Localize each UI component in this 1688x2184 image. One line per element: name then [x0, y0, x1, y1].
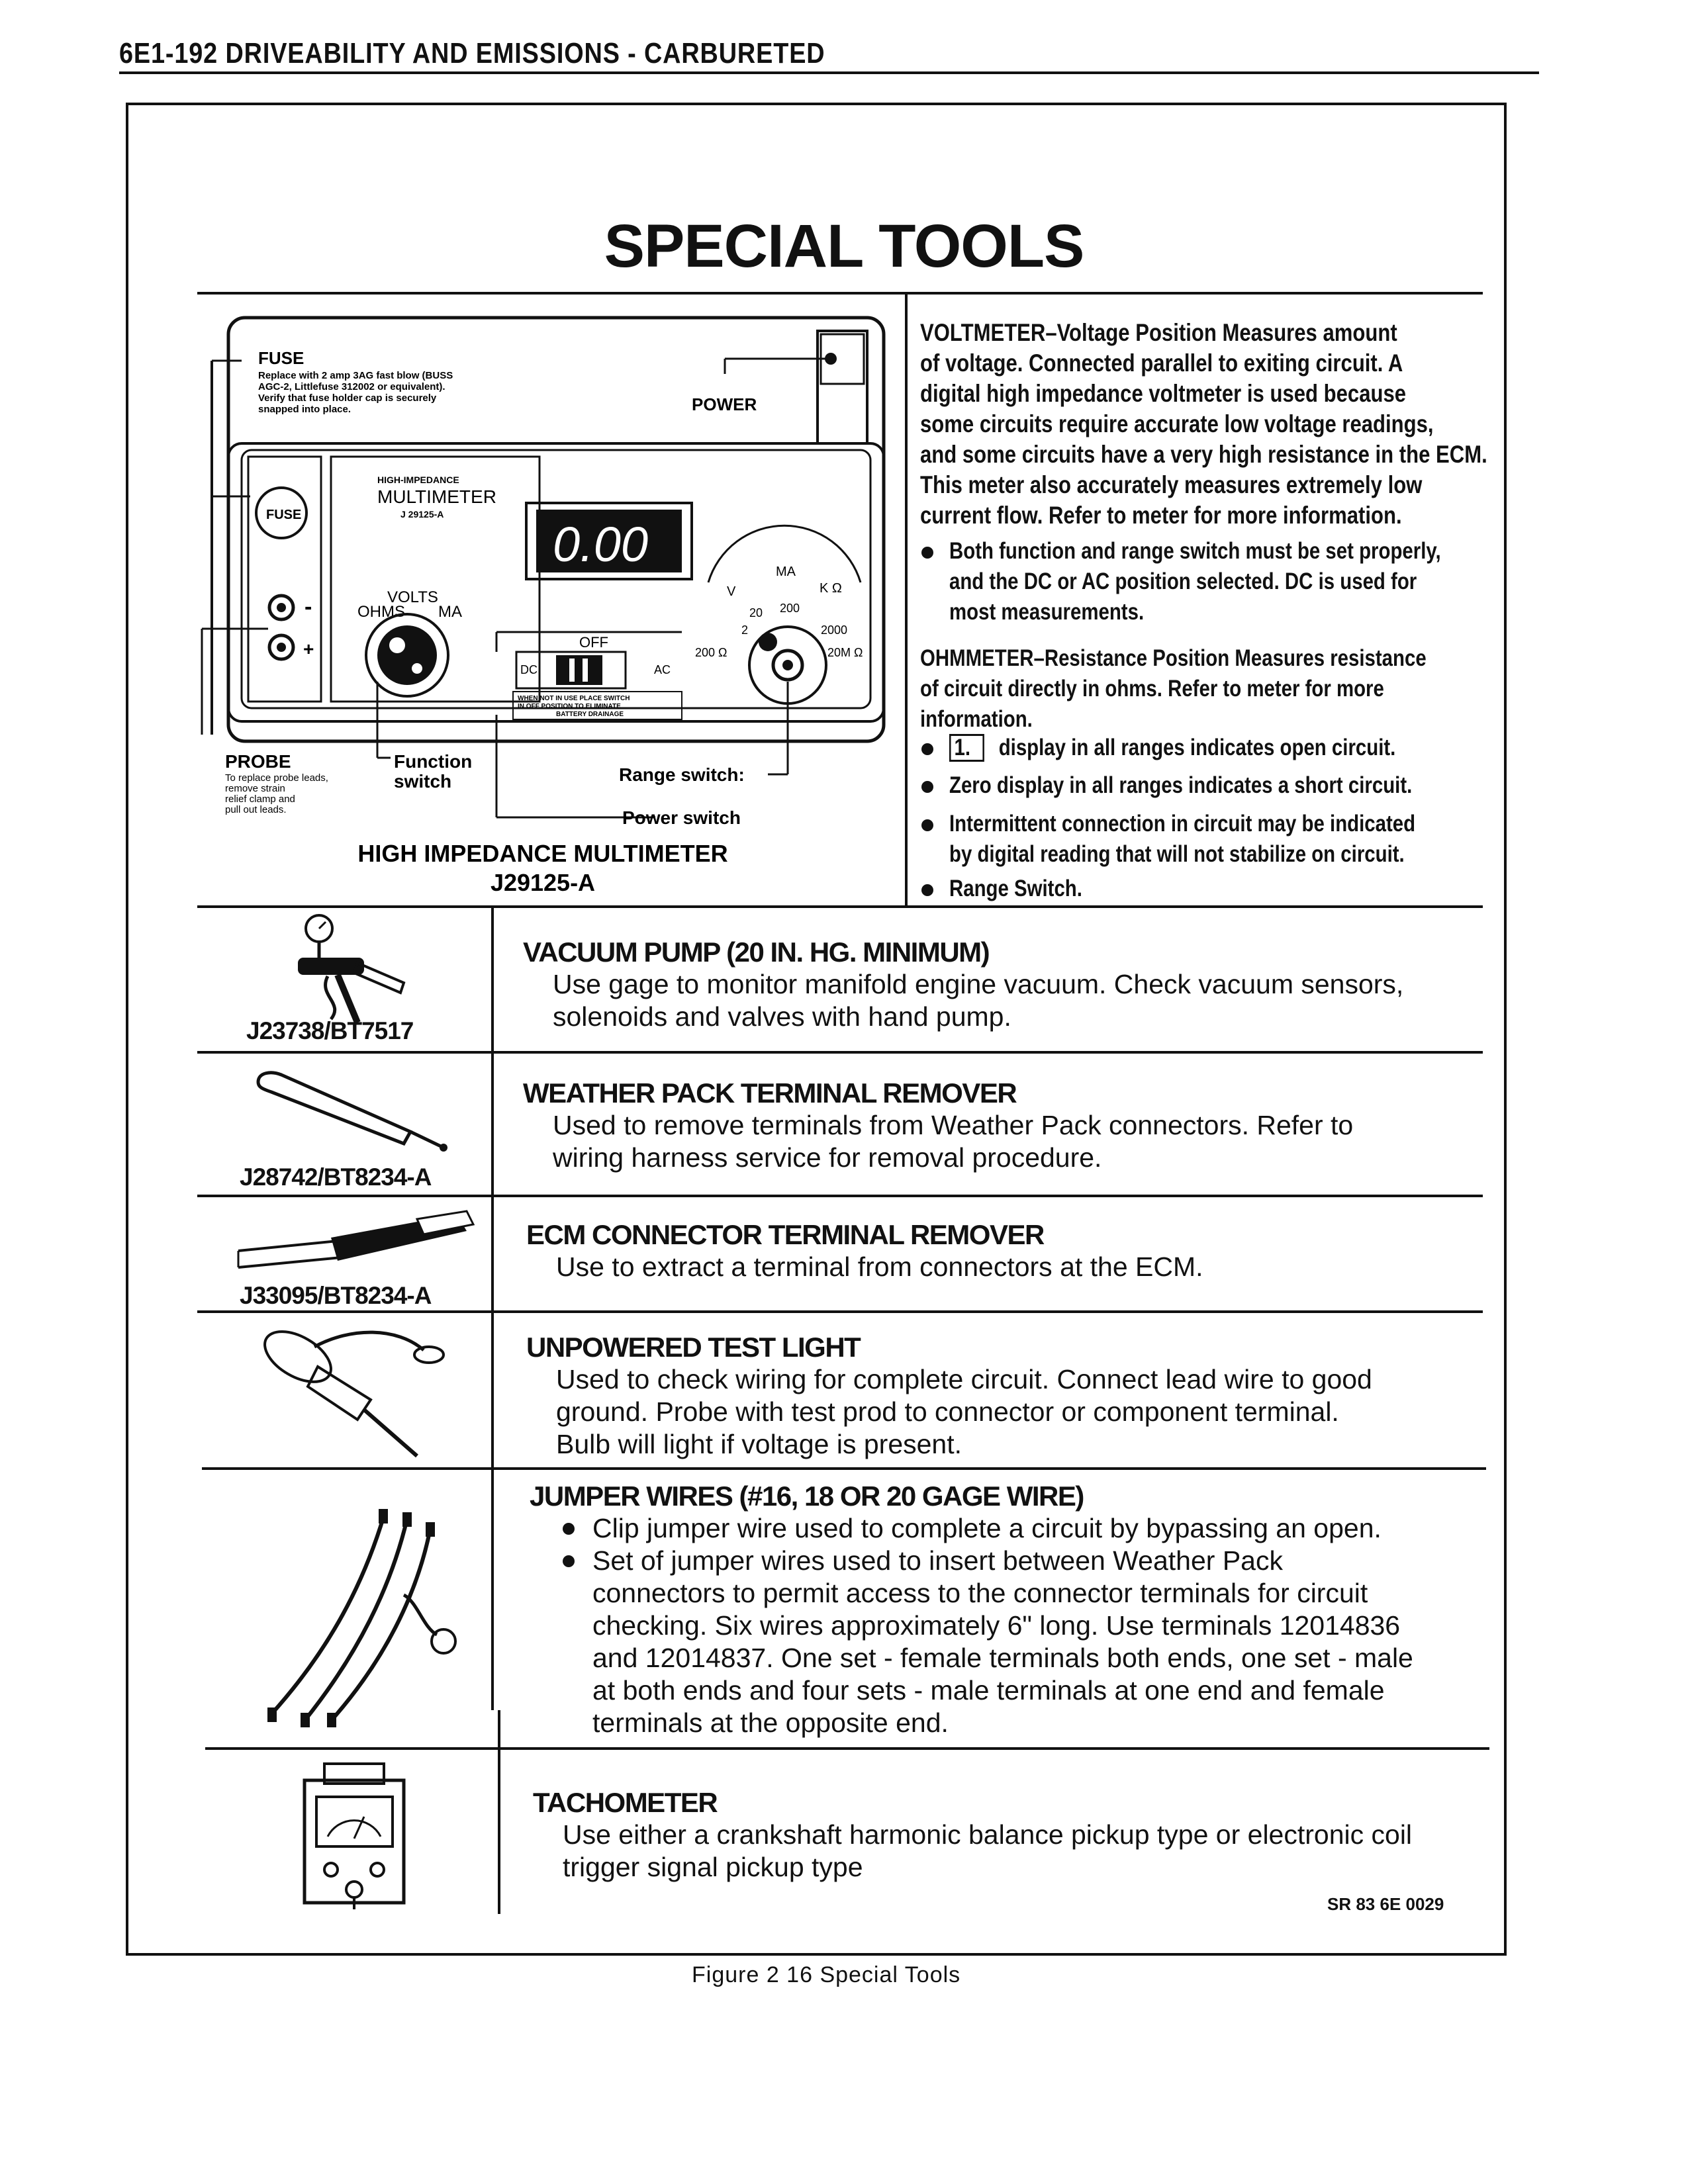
- voltmeter-line: VOLTMETER–Voltage Position Measures amount: [920, 319, 1397, 346]
- voltmeter-line: and some circuits have a very high resistance in the ECM.: [920, 441, 1487, 468]
- bullet-line: and the DC or AC position selected. DC is used for: [949, 569, 1417, 594]
- volts-label: VOLTS: [387, 588, 438, 606]
- bullet-line: most measurements.: [949, 599, 1145, 625]
- tool-bullet-line: and 12014837. One set - female terminals both ends, one set - male: [592, 1643, 1413, 1673]
- row-rule-6: [205, 1747, 1489, 1750]
- bullet-icon: [921, 743, 933, 755]
- multimeter-caption: HIGH IMPEDANCE MULTIMETER: [357, 840, 728, 867]
- tool-bullet: [592, 1512, 1382, 1545]
- jumper-wires-icon: [252, 1502, 470, 1727]
- panel-label-2: MULTIMETER: [377, 486, 496, 507]
- bullet-icon: [921, 781, 933, 793]
- bullet-line: display in all ranges indicates open circuit.: [998, 735, 1396, 760]
- dc-label: DC: [520, 663, 538, 676]
- tools-divider: [491, 907, 494, 1710]
- tool-bullet-line: Clip jumper wire used to complete a circuit by bypassing an open.: [592, 1513, 1382, 1543]
- range-switch-label: Range switch:: [619, 764, 745, 785]
- tool-description-line: Use to extract a terminal from connectors at the ECM.: [556, 1251, 1203, 1282]
- range-ma-label: MA: [776, 565, 796, 579]
- probe-note-line: remove strain: [225, 783, 285, 794]
- page-title: SPECIAL TOOLS: [604, 212, 1084, 280]
- tool-bullet-line: connectors to permit access to the connector terminals for circuit: [592, 1578, 1368, 1608]
- ohm-bullet-3: [949, 809, 1415, 870]
- power-switch-label: Power switch: [622, 807, 741, 828]
- tool-title: ECM CONNECTOR TERMINAL REMOVER: [526, 1219, 1044, 1250]
- tool-description-line: solenoids and valves with hand pump.: [553, 1001, 1011, 1032]
- ohm-bullet-1: [949, 733, 1395, 763]
- ohmmeter-line: OHMMETER–Resistance Position Measures resistance: [920, 645, 1427, 671]
- bullet-line: Intermittent connection in circuit may be indicated: [949, 811, 1416, 837]
- multimeter-illustration: [199, 311, 894, 893]
- row-rule-5: [202, 1467, 1486, 1470]
- multimeter-divider: [905, 292, 908, 907]
- bullet-icon: [921, 547, 933, 559]
- tool-title: WEATHER PACK TERMINAL REMOVER: [523, 1077, 1017, 1109]
- tool-title: UNPOWERED TEST LIGHT: [526, 1332, 861, 1363]
- probe-label: PROBE: [225, 751, 291, 772]
- ohm-bullet-2: Zero display in all ranges indicates a short circuit.: [949, 772, 1413, 798]
- tool-description-line: trigger signal pickup type: [563, 1852, 863, 1882]
- tool-description: [553, 968, 1403, 1033]
- warning-line: BATTERY DRAINAGE: [556, 711, 624, 718]
- panel-label-1: HIGH-IMPEDANCE: [377, 475, 459, 485]
- test-light-icon: [258, 1320, 457, 1459]
- tool-title: VACUUM PUMP (20 IN. HG. MINIMUM): [523, 936, 990, 968]
- row-rule-4: [197, 1310, 1483, 1313]
- bullet-icon: [921, 819, 933, 831]
- terminal-remover-icon: [252, 1066, 450, 1152]
- tool-bullet: [592, 1545, 1413, 1739]
- tool-title: TACHOMETER: [533, 1787, 718, 1818]
- voltmeter-line: current flow. Refer to meter for more information.: [920, 502, 1402, 529]
- probe-note-line: To replace probe leads,: [225, 772, 328, 784]
- bullet-icon: [921, 884, 933, 896]
- fuse-knob-label: FUSE: [266, 508, 302, 522]
- figure-caption: Figure 2 16 Special Tools: [692, 1962, 961, 1987]
- fuse-note-line: Verify that fuse holder cap is securely: [258, 392, 437, 404]
- ohms-label: OHMS: [357, 603, 405, 621]
- tachometer-icon: [298, 1760, 410, 1913]
- ac-label: AC: [654, 663, 671, 676]
- reference-code: SR 83 6E 0029: [1327, 1894, 1444, 1914]
- voltmeter-line: This meter also accurately measures extremely low: [920, 471, 1423, 498]
- range-20-label: 20: [749, 606, 763, 619]
- display-box: 1.: [949, 734, 984, 762]
- tool-description: [556, 1363, 1372, 1461]
- ohm-bullet-4: Range Switch.: [949, 876, 1082, 901]
- bullet-line: by digital reading that will not stabilize on circuit.: [949, 841, 1405, 867]
- ohmmeter-description: [920, 643, 1427, 735]
- tools-divider: [498, 1710, 500, 1914]
- voltmeter-bullet: [949, 536, 1441, 627]
- bullet-icon: [563, 1555, 575, 1567]
- row-rule-1: [197, 905, 1483, 908]
- tool-description: [553, 1109, 1353, 1174]
- tool-title: JUMPER WIRES (#16, 18 OR 20 GAGE WIRE): [530, 1480, 1084, 1512]
- ecm-remover-icon: [232, 1205, 477, 1277]
- header-rule: [119, 71, 1539, 74]
- function-switch-label: Function: [394, 751, 473, 772]
- fuse-note-line: Replace with 2 amp 3AG fast blow (BUSS: [258, 370, 453, 381]
- tool-description-line: wiring harness service for removal procedure.: [553, 1142, 1102, 1173]
- bullet-icon: [563, 1523, 575, 1535]
- tool-bullet-line: checking. Six wires approximately 6" long. Use terminals 12014836: [592, 1610, 1401, 1641]
- off-label: OFF: [579, 634, 608, 651]
- range-200ohm-label: 200 Ω: [695, 646, 727, 659]
- vacuum-pump-icon: [278, 910, 424, 1029]
- tool-bullet-line: at both ends and four sets - male terminals at one end and female: [592, 1675, 1385, 1706]
- range-2-label: 2: [741, 623, 749, 637]
- tool-description-line: Use either a crankshaft harmonic balance pickup type or electronic coil: [563, 1819, 1413, 1850]
- voltmeter-line: of voltage. Connected parallel to exiting circuit. A: [920, 349, 1403, 377]
- tool-description-line: Used to check wiring for complete circuit. Connect lead wire to good: [556, 1364, 1372, 1394]
- warning-line: WHEN NOT IN USE PLACE SWITCH: [518, 695, 630, 702]
- voltmeter-line: digital high impedance voltmeter is used because: [920, 380, 1407, 407]
- tool-description-line: Bulb will light if voltage is present.: [556, 1429, 962, 1459]
- tool-description-line: ground. Probe with test prod to connector or component terminal.: [556, 1396, 1339, 1427]
- panel-label-3: J 29125-A: [400, 509, 444, 520]
- ohmmeter-line: of circuit directly in ohms. Refer to meter for more: [920, 676, 1384, 702]
- probe-note-line: pull out leads.: [225, 804, 287, 815]
- digital-display: 0.00: [553, 517, 649, 572]
- probe-note-line: relief clamp and: [225, 794, 295, 805]
- warning-line: IN OFF POSITION TO ELIMINATE: [518, 703, 621, 710]
- tool-description: [563, 1819, 1412, 1884]
- minus-label: -: [305, 594, 312, 619]
- range-20m-label: 20M Ω: [827, 646, 863, 659]
- top-rule: [197, 292, 1483, 295]
- voltmeter-description: [920, 318, 1487, 531]
- tool-description-line: Use gage to monitor manifold engine vacuum. Check vacuum sensors,: [553, 969, 1404, 999]
- range-k-label: K Ω: [820, 581, 842, 596]
- function-switch-label: switch: [394, 771, 452, 792]
- power-label: POWER: [692, 394, 757, 414]
- multimeter-part: J29125-A: [490, 869, 596, 893]
- page-header: 6E1-192 DRIVEABILITY AND EMISSIONS - CARBURETED: [119, 37, 825, 69]
- range-v-label: V: [727, 584, 736, 599]
- tool-description-line: Used to remove terminals from Weather Pack connectors. Refer to: [553, 1110, 1354, 1140]
- voltmeter-line: some circuits require accurate low voltage readings,: [920, 410, 1434, 437]
- ma-label: MA: [438, 603, 462, 621]
- tool-description: [556, 1251, 1203, 1283]
- fuse-note-line: snapped into place.: [258, 404, 352, 415]
- plus-label: +: [303, 639, 314, 659]
- tool-part-number: J28742/BT8234-A: [240, 1163, 432, 1191]
- bullet-line: Both function and range switch must be set properly,: [949, 538, 1441, 564]
- row-rule-2: [197, 1051, 1483, 1054]
- tool-bullet-line: Set of jumper wires used to insert between Weather Pack: [592, 1545, 1283, 1576]
- range-2000-label: 2000: [821, 623, 848, 637]
- fuse-label: FUSE: [258, 348, 305, 368]
- tool-part-number: J33095/BT8234-A: [240, 1282, 432, 1309]
- row-rule-3: [197, 1195, 1483, 1197]
- fuse-note-line: AGC-2, Littlefuse 312002 or equivalent).: [258, 381, 445, 392]
- tool-bullet-line: terminals at the opposite end.: [592, 1707, 949, 1738]
- tool-part-number: J23738/BT7517: [246, 1017, 414, 1044]
- range-200-label: 200: [780, 602, 800, 615]
- ohmmeter-line: information.: [920, 706, 1033, 732]
